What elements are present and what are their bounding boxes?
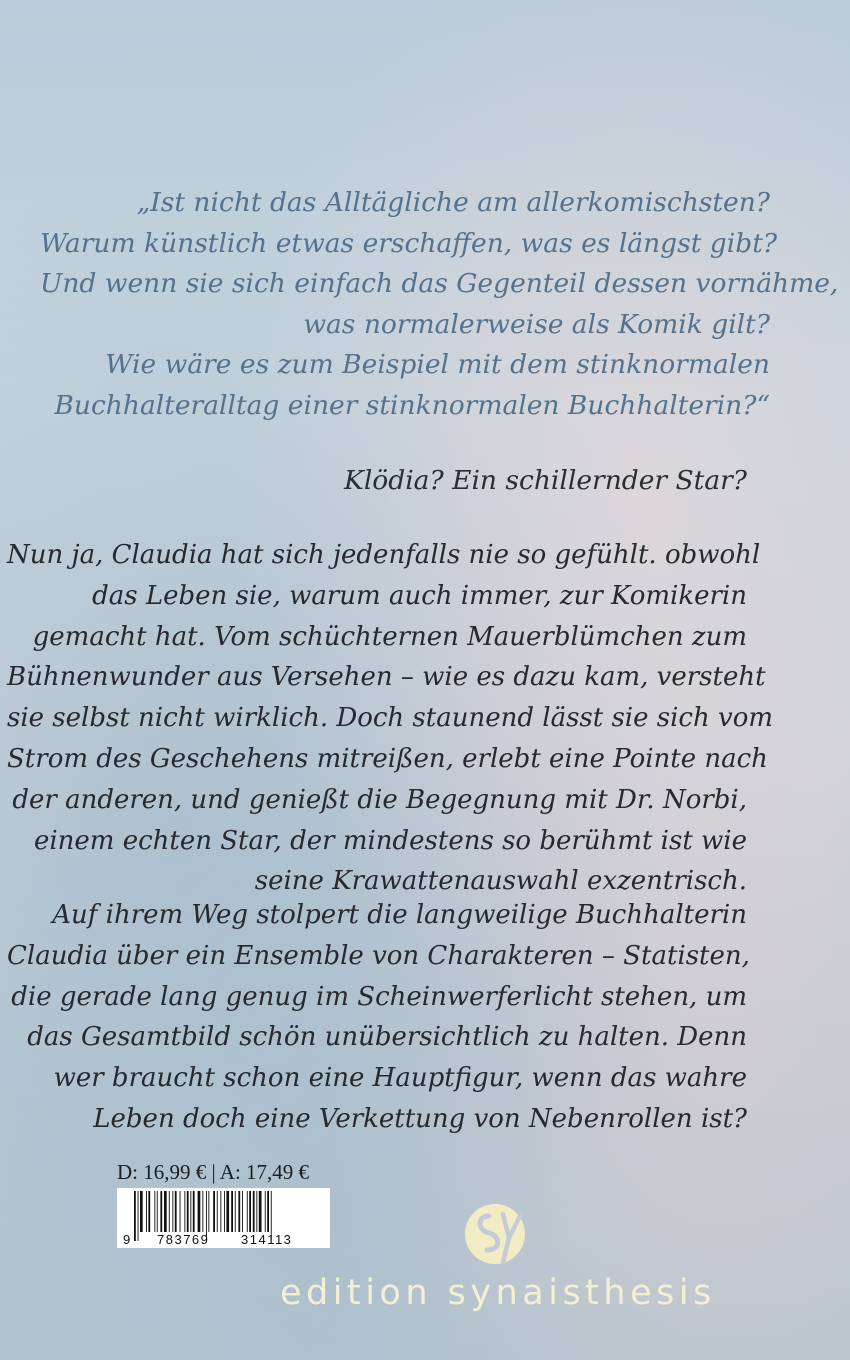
barcode-bar: [172, 1191, 173, 1232]
barcode-bar: [157, 1191, 158, 1232]
barcode-bar: [231, 1191, 233, 1232]
quote-line: Wie wäre es zum Beispiel mit dem stinknormalen: [105, 349, 770, 380]
barcode-bar: [138, 1191, 139, 1241]
barcode-bar: [148, 1191, 150, 1232]
barcode-bar: [267, 1191, 269, 1232]
barcode-lead-digit: 9: [123, 1232, 131, 1247]
paragraph-line: Auf ihrem Weg stolpert die langweilige Buchhalterin: [52, 900, 747, 930]
barcode-left-digits: 783769: [157, 1232, 210, 1247]
paragraph-line: seine Krawattenauswahl exzentrisch.: [254, 866, 747, 897]
barcode-right-digits: 314113: [241, 1232, 293, 1247]
quote-line: was normalerweise als Komik gilt?: [303, 308, 770, 340]
barcode-bar: [213, 1191, 215, 1232]
barcode-bar: [146, 1191, 147, 1232]
barcode-bar: [247, 1191, 248, 1232]
barcode-bar: [217, 1191, 218, 1232]
barcode-bar: [134, 1191, 136, 1241]
barcode-bar: [198, 1191, 201, 1232]
barcode-graphic: [117, 1188, 330, 1248]
barcode-bar: [259, 1191, 262, 1232]
barcode-bar: [202, 1191, 203, 1232]
quote-line: „Ist nicht das Alltägliche am allerkomischsten?: [136, 187, 770, 218]
barcode-bar: [235, 1191, 236, 1232]
paragraph-line: Claudia über ein Ensemble von Charakteren – Statisten,: [7, 940, 750, 971]
quote-line: Buchhalteralltag einer stinknormalen Buchhalterin?“: [54, 389, 770, 421]
paragraph-line: Bühnenwunder aus Versehen – wie es dazu kam, versteht: [7, 662, 766, 693]
barcode-bar: [253, 1191, 255, 1232]
barcode-bar: [154, 1191, 155, 1232]
tagline-question: Klödia? Ein schillernder Star?: [344, 465, 747, 496]
blurb-paragraph-1: [7, 535, 773, 902]
barcode-bar: [190, 1191, 191, 1232]
barcode-bar: [238, 1191, 240, 1232]
quote-block: [40, 183, 839, 426]
paragraph-line: Nun ja, Claudia hat sich jedenfalls nie so gefühlt. obwohl: [7, 540, 761, 570]
barcode-bar: [175, 1191, 177, 1232]
barcode-bar: [226, 1191, 229, 1232]
barcode-bar: [265, 1191, 266, 1232]
barcode-bar: [208, 1191, 209, 1232]
barcode-bar: [193, 1191, 195, 1232]
paragraph-line: Leben doch eine Verkettung von Nebenrollen ist?: [93, 1103, 747, 1134]
paragraph-line: einem echten Star, der mindestens so berühmt ist wie: [33, 825, 747, 856]
isbn-barcode: [117, 1188, 330, 1248]
barcode-bar: [220, 1191, 221, 1232]
paragraph-line: Strom des Geschehens mitreißen, erlebt eine Pointe nach: [7, 743, 768, 774]
barcode-bar: [187, 1191, 189, 1232]
paragraph-line: das Gesamtbild schön unübersichtlich zu halten. Denn: [27, 1022, 747, 1053]
barcode-bar: [160, 1191, 162, 1232]
barcode-bar: [140, 1191, 143, 1232]
sy-monogram-icon: [459, 1200, 537, 1268]
barcode-bar: [224, 1191, 225, 1232]
paragraph-line: gemacht hat. Vom schüchternen Mauerblümchen zum: [32, 621, 747, 652]
blurb-paragraph-2: [7, 895, 750, 1140]
barcode-bar: [169, 1191, 170, 1232]
barcode-bar: [249, 1191, 251, 1232]
paragraph-line: die gerade lang genug im Scheinwerferlicht stehen, um: [11, 981, 747, 1012]
paragraph-line: sie selbst nicht wirklich. Doch staunend lässt sie sich vom: [7, 703, 773, 734]
barcode-bar: [164, 1191, 167, 1232]
paragraph-line: der anderen, und genießt die Begegnung mit Dr. Norbi,: [12, 784, 747, 815]
barcode-bar: [184, 1191, 185, 1232]
paragraph-line: wer braucht schon eine Hauptfigur, wenn das wahre: [53, 1063, 747, 1094]
publisher-name: edition synaisthesis: [280, 1273, 716, 1313]
barcode-bar: [242, 1191, 243, 1232]
barcode-bar: [256, 1191, 257, 1232]
price-label: D: 16,99 € | A: 17,49 €: [117, 1160, 310, 1184]
quote-line: Warum künstlich etwas erschaffen, was es längst gibt?: [40, 227, 778, 259]
quote-line: Und wenn sie sich einfach das Gegenteil dessen vornähme,: [40, 268, 839, 299]
barcode-bar: [180, 1191, 181, 1232]
paragraph-line: das Leben sie, warum auch immer, zur Komikerin: [92, 580, 747, 611]
